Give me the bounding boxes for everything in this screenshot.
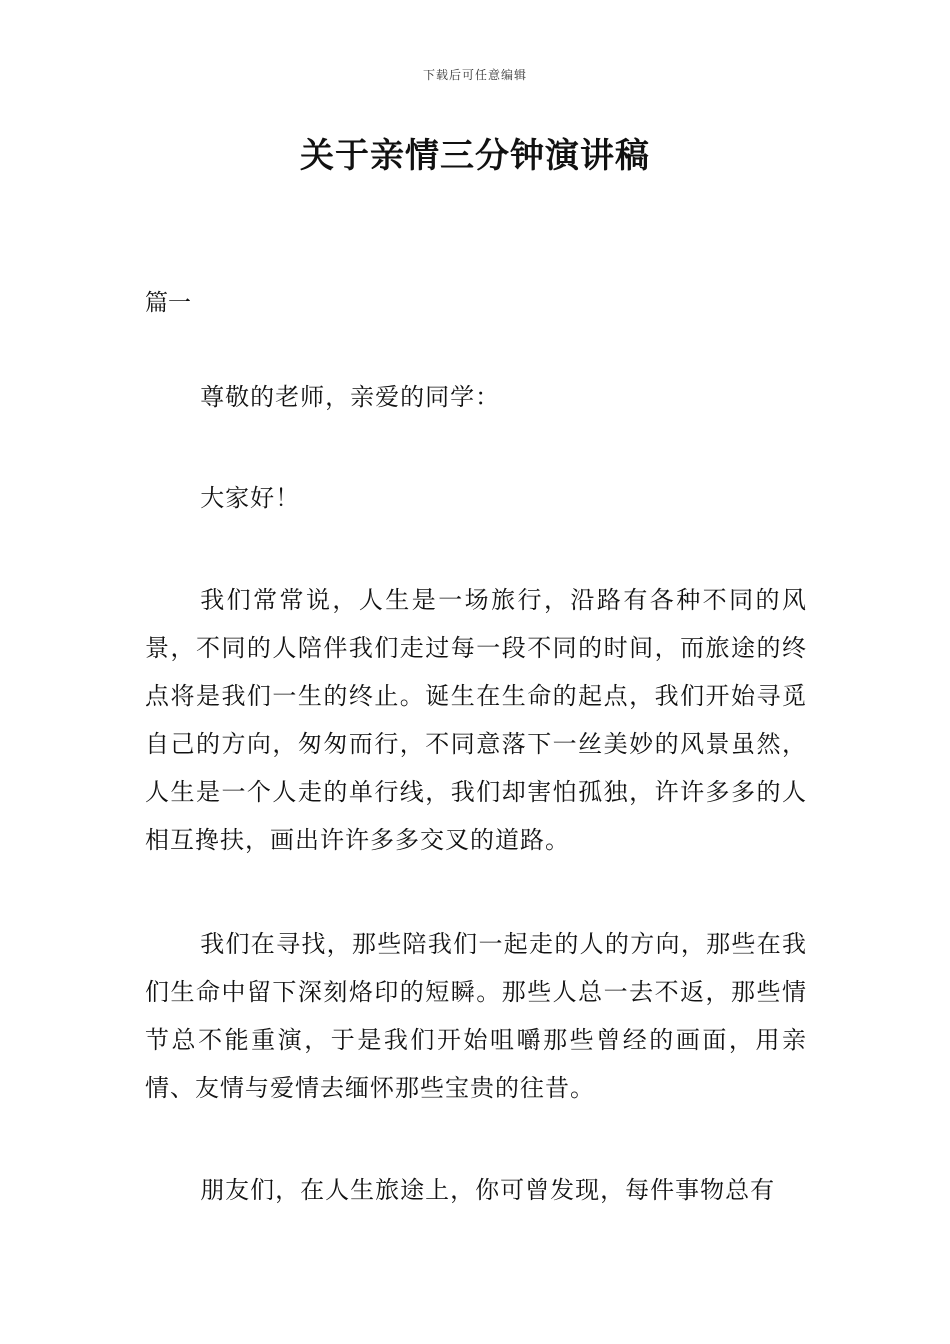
header-note: 下载后可任意编辑 xyxy=(422,68,527,82)
body-paragraph: 朋友们，在人生旅途上，你可曾发现，每件事物总有 xyxy=(200,1176,776,1204)
greeting-paragraph: 大家好！ xyxy=(200,484,301,512)
section-label: 篇一 xyxy=(145,290,191,316)
body-paragraph: 我们在寻找，那些陪我们一起走的人的方向，那些在我们生命中留下深刻烙印的短瞬。那些人总一去不返，那些情节总不能重演，于是我们开始咀嚼那些曾经的画面，用亲情、友情与爱情去缅怀那些宝贵的往昔。 xyxy=(145,930,807,1102)
body-paragraph: 我们常常说，人生是一场旅行，沿路有各种不同的风景，不同的人陪伴我们走过每一段不同的时间，而旅途的终点将是我们一生的终止。诞生在生命的起点，我们开始寻觅自己的方向，匆匆而行，不同意落下一丝美妙的风景虽然，人生是一个人走的单行线，我们却害怕孤独，许许多多的人相互搀扶，画出许许多多交叉的道路。 xyxy=(145,586,807,854)
document-title: 关于亲情三分钟演讲稿 xyxy=(300,136,650,176)
salutation-paragraph: 尊敬的老师，亲爱的同学： xyxy=(200,383,501,411)
